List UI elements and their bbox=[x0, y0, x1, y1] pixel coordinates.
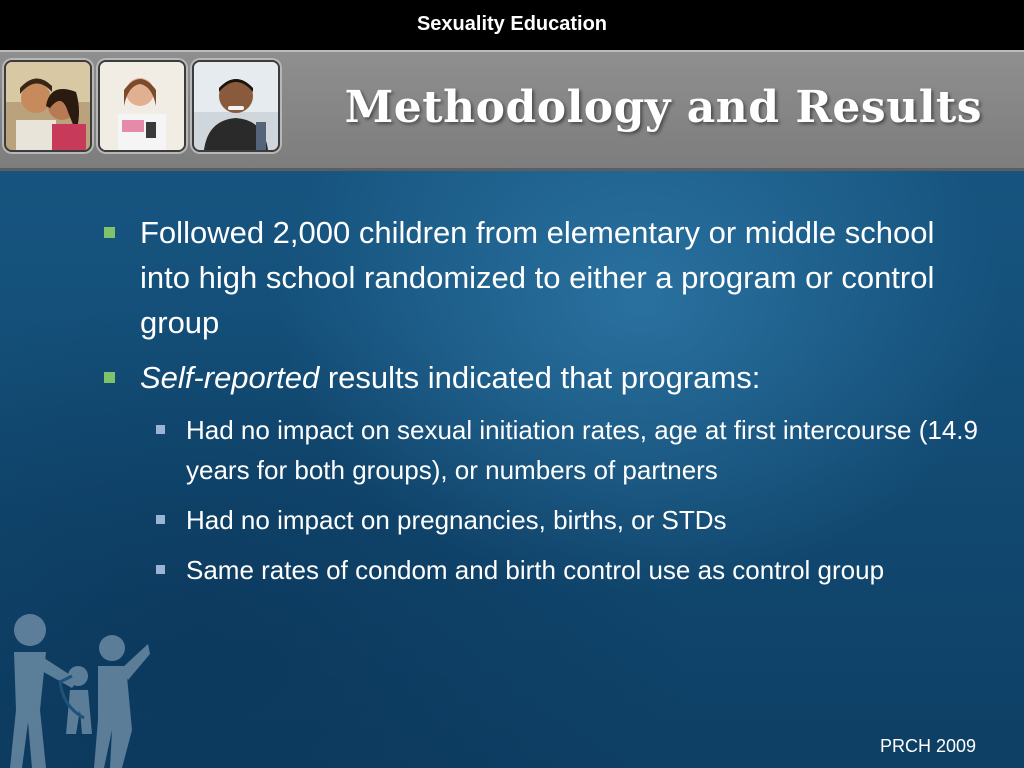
footer-text: PRCH 2009 bbox=[879, 736, 976, 756]
top-bar-title: Sexuality Education bbox=[416, 12, 608, 35]
sub-bullet-item bbox=[146, 550, 990, 590]
square-sub-bullet-icon bbox=[156, 565, 165, 574]
bullet-list bbox=[100, 210, 990, 600]
slide-title: Methodology and Results bbox=[344, 82, 982, 133]
bullet-item bbox=[100, 210, 990, 345]
teen-girl-photo bbox=[98, 60, 186, 152]
sub-bullet-text: Had no impact on pregnancies, births, or STDs bbox=[186, 505, 727, 535]
bullet-text: Followed 2,000 children from elementary or middle school into high school randomized to either a program or control group bbox=[140, 215, 935, 340]
slide-header bbox=[0, 52, 1024, 171]
teen-couple-photo bbox=[4, 60, 92, 152]
square-sub-bullet-icon bbox=[156, 515, 165, 524]
square-bullet-icon bbox=[104, 227, 115, 238]
teen-boy-photo bbox=[192, 60, 280, 152]
top-bar bbox=[0, 0, 1024, 52]
family-logo-icon bbox=[0, 610, 150, 768]
bullet-italic-text: Self-reported bbox=[140, 360, 320, 395]
bullet-item bbox=[100, 355, 990, 400]
sub-bullet-item bbox=[146, 410, 990, 490]
square-bullet-icon bbox=[104, 372, 115, 383]
sub-bullet-item bbox=[146, 500, 990, 540]
bullet-text: results indicated that programs: bbox=[319, 360, 761, 395]
square-sub-bullet-icon bbox=[156, 425, 165, 434]
sub-bullet-text: Same rates of condom and birth control use as control group bbox=[186, 555, 885, 585]
sub-bullet-text: Had no impact on sexual initiation rates, age at first intercourse (14.9 years for both groups), or numbers of partners bbox=[186, 415, 978, 485]
